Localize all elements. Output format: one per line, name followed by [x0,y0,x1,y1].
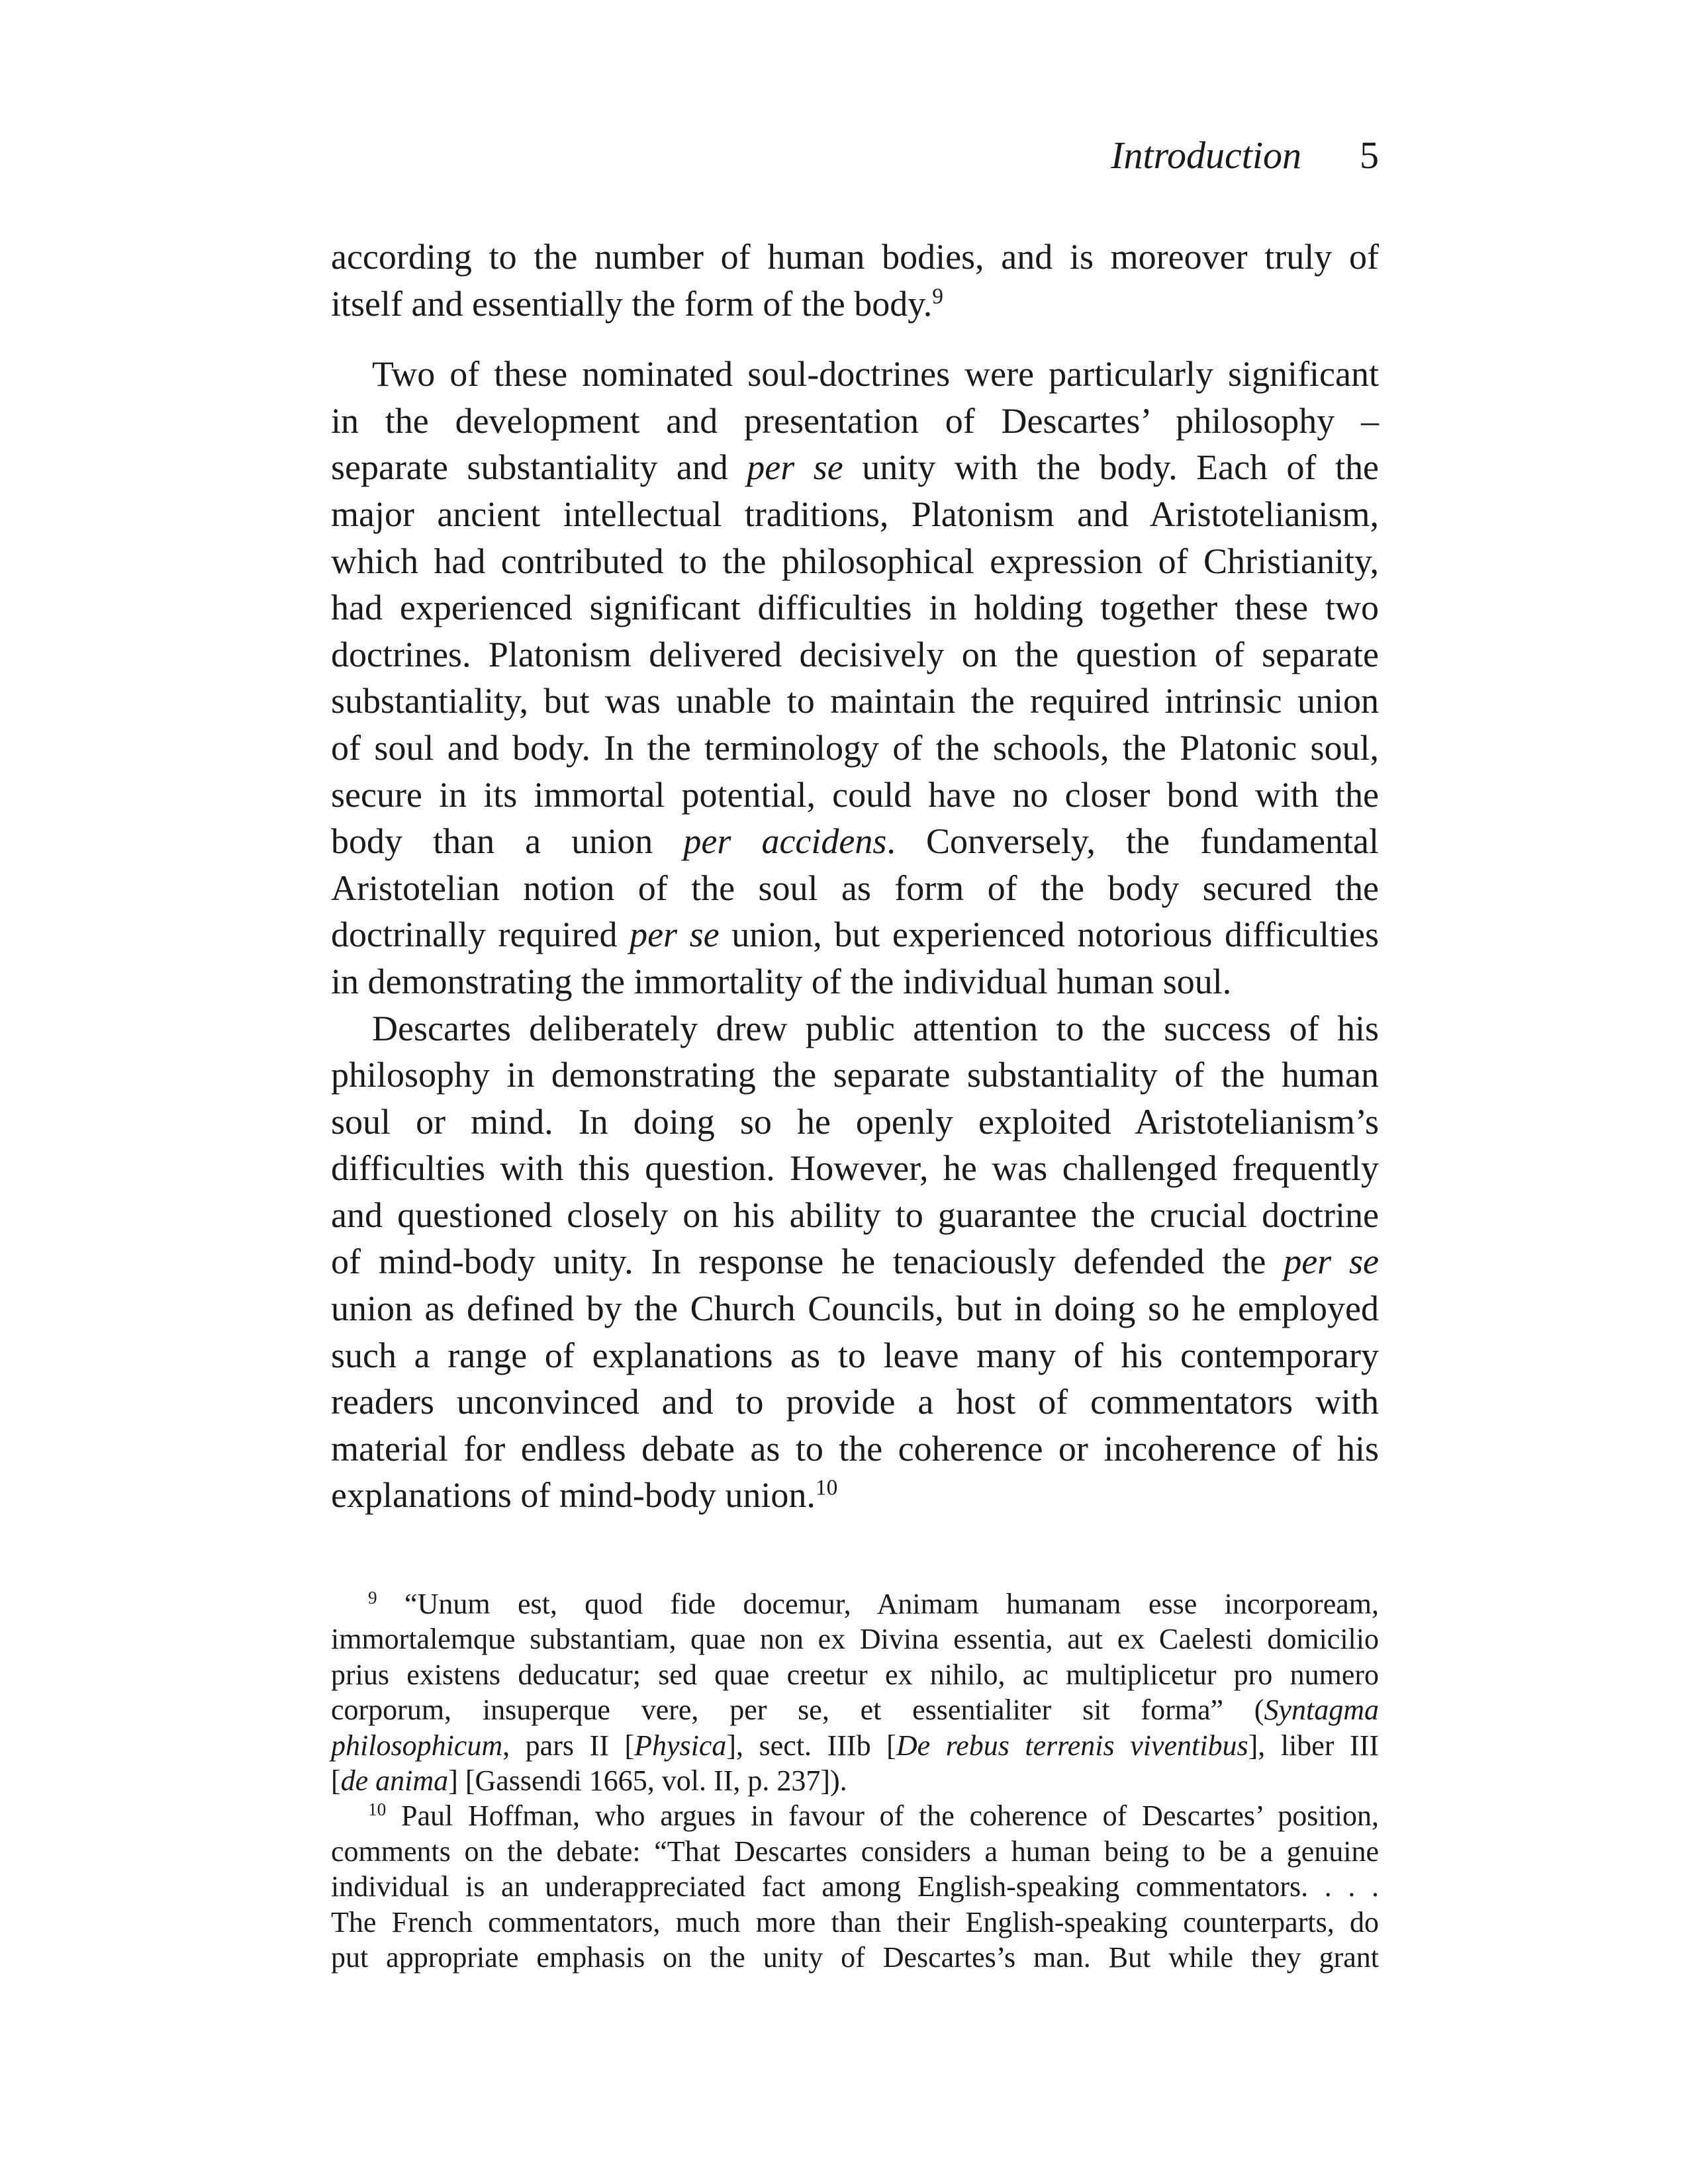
footnote-marker: 10 [368,1799,387,1820]
text-line [331,1657,1379,1692]
text-run: union, but experienced notorious difficulties [719,915,1379,955]
italic-text: per se [747,447,843,488]
paragraph [331,351,1379,1005]
text-run: body than a union [331,821,684,862]
text-run: Descartes deliberately drew public attention to the success of his [372,1008,1379,1048]
text-run: individual is an underappreciated fact among English-speaking commentators. . . . [331,1870,1379,1903]
text-run: The French commentators, much more than their English-speaking counterparts, do [331,1905,1379,1938]
page-number: 5 [1360,134,1379,177]
italic-text: Syntagma [1264,1694,1379,1727]
text-line [331,351,1379,398]
text-line [331,538,1379,585]
body-text [331,234,1379,1519]
italic-text: per se [630,915,720,955]
text-line [331,1472,1379,1519]
text-run: Two of these nominated soul-doctrines were particularly significant [372,354,1379,394]
text-line [331,631,1379,678]
text-run: unity with the body. Each of the [843,447,1379,488]
footnotes [331,1586,1379,1975]
text-run: comments on the debate: “That Descartes considers a human being to be a genuine [331,1835,1379,1868]
text-run: readers unconvinced and to provide a host of commentators with [331,1382,1379,1422]
text-line [331,1285,1379,1332]
text-run: ], liber III [1248,1729,1380,1762]
text-run: Paul Hoffman, who argues in favour of the coherence of Descartes’ position, [386,1799,1379,1833]
text-run: in the development and presentation of Descartes’ philosophy – [331,400,1379,441]
italic-text: philosophicum [331,1729,503,1762]
footnote-marker: 9 [932,284,944,309]
footnote [331,1798,1379,1975]
italic-text: per se [1284,1242,1380,1282]
text-run: had experienced significant difficulties in holding together these two [331,588,1379,628]
text-run: doctrines. Platonism delivered decisively on the question of separate [331,634,1379,674]
text-run: of mind-body unity. In response he tenaciously defended the [331,1242,1284,1282]
text-line [331,1099,1379,1146]
text-run: itself and essentially the form of the body. [331,283,933,324]
text-run: and questioned closely on his ability to guarantee the crucial doctrine [331,1195,1379,1235]
text-run: doctrinally required [331,915,630,955]
paragraph [331,1005,1379,1520]
text-line [331,911,1379,958]
text-run: explanations of mind-body union. [331,1475,816,1516]
text-line [331,491,1379,538]
footnote-marker: 9 [368,1588,377,1608]
text-run: major ancient intellectual traditions, Platonism and Aristotelianism, [331,494,1379,534]
text-line [331,865,1379,912]
text-run: corporum, insuperque vere, per se, et essentialiter sit forma” ( [331,1694,1264,1727]
footnote-marker: 10 [815,1476,838,1501]
text-line [331,1192,1379,1239]
text-run: union as defined by the Church Councils, but in doing so he employed [331,1289,1379,1329]
text-line [331,958,1379,1005]
text-run: difficulties with this question. However, he was challenged frequently [331,1148,1379,1189]
italic-text: De rebus terrenis viventibus [896,1729,1248,1762]
paragraph [331,234,1379,327]
text-line [331,1869,1379,1904]
text-run: material for endless debate as to the coherence or incoherence of his [331,1428,1379,1469]
text-line [331,1940,1379,1975]
text-run: “Unum est, quod fide docemur, Animam humanam esse incorpoream, [377,1588,1379,1620]
italic-text: Physica [634,1729,727,1762]
text-run: . Conversely, the fundamental [886,821,1379,862]
text-run: secure in its immortal potential, could have no closer bond with the [331,774,1379,815]
text-line [331,1145,1379,1192]
text-run: prius existens deducatur; sed quae creetur ex nihilo, ac multiplicetur pro numero [331,1658,1379,1691]
text-line [331,725,1379,772]
text-run: ], sect. IIIb [ [726,1729,896,1762]
running-header-title: Introduction [1111,134,1301,177]
text-run: ] [Gassendi 1665, vol. II, p. 237]). [448,1764,847,1797]
text-line [331,678,1379,725]
text-line [331,1798,1379,1833]
text-line [331,398,1379,445]
italic-text: per accidens [683,821,887,862]
text-run: of soul and body. In the terminology of the schools, the Platonic soul, [331,727,1379,768]
text-line [331,1728,1379,1763]
text-line [331,1834,1379,1869]
text-line [331,818,1379,865]
text-line [331,1005,1379,1052]
footnote [331,1586,1379,1798]
italic-text: de anima [340,1764,449,1797]
text-run: separate substantiality and [331,447,747,488]
text-line [331,1586,1379,1621]
text-line [331,281,1379,328]
text-line [331,1332,1379,1379]
text-line [331,1763,1379,1798]
running-header [1059,132,1379,179]
text-line [331,1426,1379,1473]
text-line [331,1905,1379,1940]
text-line [331,444,1379,491]
text-run: which had contributed to the philosophical expression of Christianity, [331,541,1379,581]
text-run: , pars II [ [502,1729,635,1762]
text-line [331,772,1379,819]
text-run: substantiality, but was unable to maintain the required intrinsic union [331,681,1379,721]
text-run: soul or mind. In doing so he openly exploited Aristotelianism’s [331,1101,1379,1142]
text-line [331,1692,1379,1727]
text-line [331,1621,1379,1657]
text-line [331,1238,1379,1285]
text-line [331,1052,1379,1099]
text-run: Aristotelian notion of the soul as form of the body secured the [331,868,1379,908]
text-run: according to the number of human bodies, and is moreover truly of [331,237,1379,277]
text-run: [ [331,1764,341,1797]
text-run: such a range of explanations as to leave many of his contemporary [331,1335,1379,1375]
text-run: immortalemque substantiam, quae non ex Divina essentia, aut ex Caelesti domicilio [331,1623,1379,1656]
text-run: put appropriate emphasis on the unity of Descartes’s man. But while they grant [331,1940,1379,1974]
text-line [331,1379,1379,1426]
text-run: philosophy in demonstrating the separate substantiality of the human [331,1055,1379,1095]
text-line [331,234,1379,281]
text-line [331,584,1379,631]
text-run: in demonstrating the immortality of the individual human soul. [331,961,1232,1001]
